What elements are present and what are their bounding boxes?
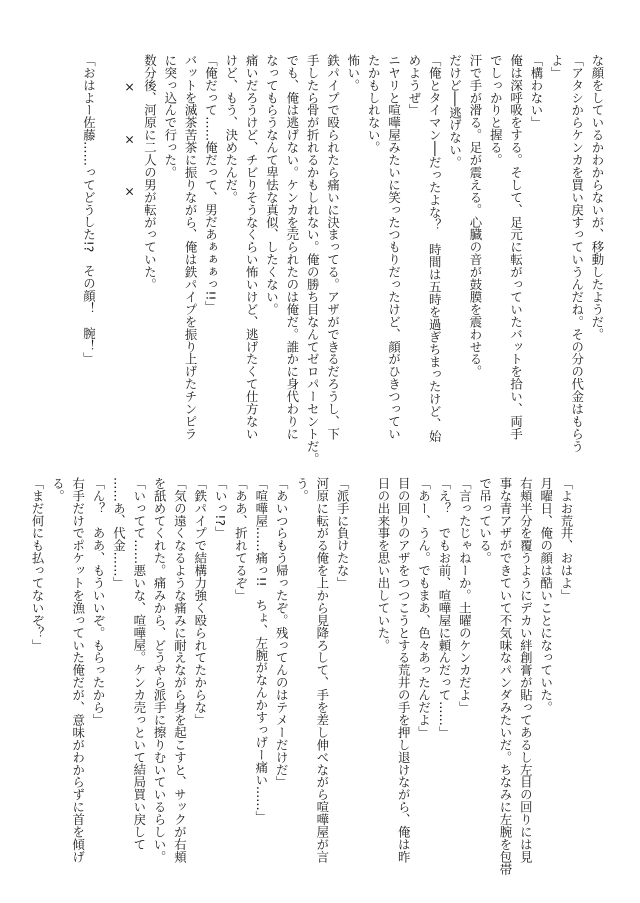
text-line: 「鉄パイプで結構力強く殴られてたからな」 — [192, 477, 208, 726]
text-line: を舐めてくれた。痛みから、どうやら派手に擦りむいているらしい。 — [152, 477, 168, 863]
text-line: 痛いだろうけど、チビりそうなくらい怖いけど、逃げたくて仕方ない — [244, 54, 260, 440]
text-line: だけど──逃げない。 — [447, 54, 463, 169]
text-line: 「俺だって……俺だって、男だあぁぁぁっ!!」 — [203, 54, 219, 314]
text-line: 「よお荒井、おはよ」 — [559, 477, 574, 602]
bottom-text-block — [27, 477, 576, 877]
text-line: 「喧嘩屋……痛っ!! ちょ、左腕がなんかすっげー痛い……」 — [253, 477, 269, 824]
text-line: 「ん？ ああ、もういいぞ。もらったから」 — [91, 477, 107, 726]
text-line: ……あ、代金……」 — [111, 477, 127, 590]
text-line: 「俺とタイマン──だったよな？ 時間は五時を過ぎちまったけど、始 — [427, 54, 443, 443]
text-line: 右手だけでポケットを漁っていた俺だが、意味がわからずに首を傾げ — [70, 477, 86, 863]
text-line: 「いってて……悪いな、喧嘩屋。ケンカ売っといて結局買い戻して — [131, 477, 147, 851]
text-line: 「アタシからケンカを買い戻すっていうんだね。その分の代金はもらう — [569, 54, 585, 453]
text-line: × × × — [122, 54, 138, 199]
text-line: る。 — [50, 477, 66, 502]
top-text-block — [78, 54, 607, 465]
text-line: よ」 — [549, 54, 565, 79]
text-line: 目の回りのアザをつつこうとする荒井の手を押し退けながら、俺は昨 — [396, 477, 412, 863]
text-line — [98, 54, 118, 404]
text-line: 日の出来事を思い出していた。 — [375, 477, 391, 652]
text-line: たかもしれない。 — [366, 54, 382, 154]
text-line: 事な青アザができていて不気味なパンダみたいだ。ちなみに左腕を包帯 — [497, 477, 513, 876]
text-line: 「言ったじゃねーか。土曜のケンカだよ」 — [457, 477, 473, 714]
text-line: けど、もう、決めたんだ。 — [223, 54, 239, 204]
text-line: 鉄パイプで殴られたら痛いに決まってる。アザができるだろうし、下 — [325, 54, 341, 440]
text-line: で吊っている。 — [477, 477, 493, 565]
text-line: 「あいつらもう帰ったぞ。残ってんのはテメーだけだ」 — [274, 477, 290, 789]
text-line — [352, 477, 372, 877]
text-line: 「おはよー佐藤……ってどうした!? その顔！ 腕！」 — [81, 54, 97, 365]
text-line: ニヤリと喧嘩屋みたいに笑ったつもりだったけど、顔がひきつってい — [386, 54, 402, 440]
text-line: う。 — [294, 477, 310, 502]
text-line: 「気の遠くなるような痛みに耐えながら身を起こすと、サックが右頬 — [172, 477, 188, 863]
text-line: 「え？ でもお前、喧嘩屋に頼んだって……」 — [436, 477, 452, 739]
text-line: 怖い。 — [345, 54, 361, 92]
text-line: でしっかりと握る。 — [488, 54, 504, 167]
text-line: 数分後、河原に二人の男が転がっていた。 — [142, 54, 158, 291]
text-line: な顔をしているかわからないが、移動したようだ。 — [590, 54, 605, 341]
text-line: めようぜ」 — [406, 54, 422, 117]
text-line: 「構わない」 — [528, 54, 544, 129]
text-line: 手したら骨が折れるかもしれない。俺の勝ち目なんてゼロパーセントだ。 — [305, 54, 321, 465]
text-line: でも、俺は逃げない。ケンカを売られたのは俺だ。誰かに身代わりに — [284, 54, 300, 440]
text-line: 俺は深呼吸をする。そして、足元に転がっていたバットを拾い、両手 — [508, 54, 524, 440]
text-line: に突っ込んで行った。 — [162, 54, 178, 179]
text-line: 月曜日、俺の顔は酷いことになっていた。 — [538, 477, 554, 714]
text-line: 「いっ!?」 — [213, 477, 229, 539]
text-line: 「あー、うん。でもまあ、色々あったんだよ」 — [416, 477, 432, 739]
text-line: なってもらうなんて卑怯な真似、したくない。 — [264, 54, 280, 316]
text-line: 河原に転がる俺を上から見降ろして、手を差し伸べながら喧嘩屋が言 — [314, 477, 330, 863]
text-line: 右頬半分を覆うようにデカい絆創膏が貼ってあるし左目の回りには見 — [518, 477, 534, 863]
text-line: 「まだ何にも払ってないぞ？」 — [30, 477, 46, 652]
text-line: バットを滅茶苦茶に振りながら、俺は鉄パイプを振り上げたチンピラ — [183, 54, 199, 440]
text-line: 「派手に負けたな」 — [335, 477, 351, 590]
text-line: 「ああ、折れてるぞ」 — [233, 477, 249, 602]
text-line: 汗で手が滑る。足が震える。心臓の音が鼓膜を震わせる。 — [467, 54, 483, 378]
